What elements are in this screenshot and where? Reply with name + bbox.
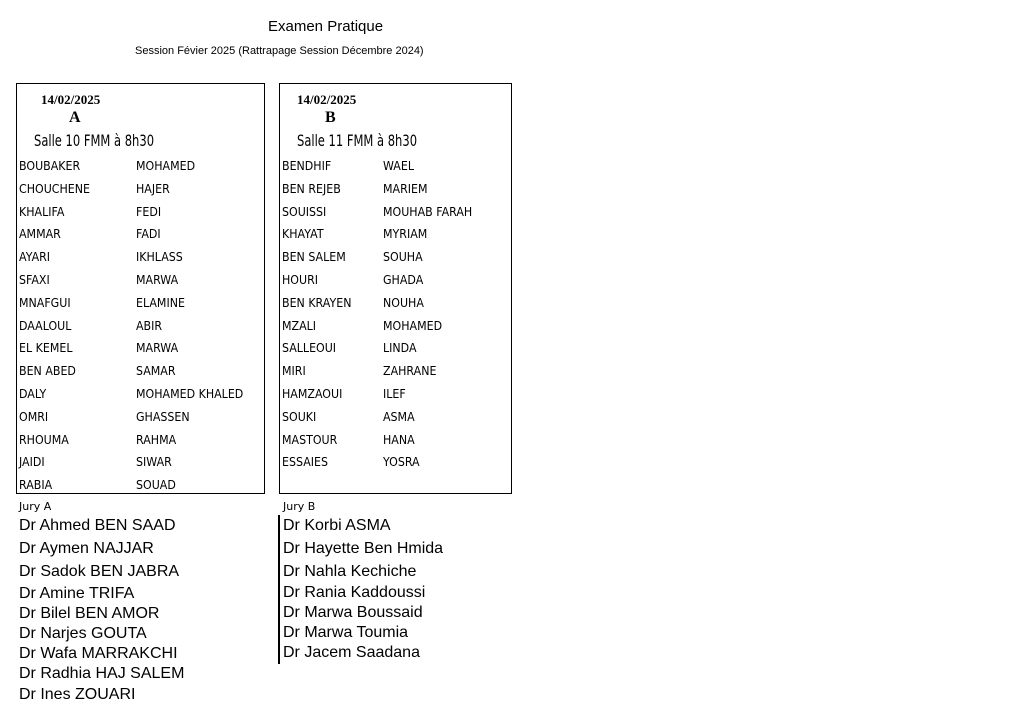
student-first-name: MARWA [136, 341, 179, 356]
student-last-name: KHALIFA [19, 204, 65, 219]
student-last-name: BENDHIF [282, 159, 332, 173]
student-first-name: MYRIAM [383, 227, 428, 242]
student-first-name: ASMA [383, 409, 415, 424]
jury-b-label: Jury B [283, 500, 316, 513]
jury-divider [278, 515, 280, 664]
student-first-name: YOSRA [383, 455, 420, 470]
jury-member: Dr Narjes GOUTA [19, 625, 147, 642]
jury-member: Dr Aymen NAJJAR [19, 540, 154, 557]
student-first-name: GHADA [383, 272, 424, 287]
student-last-name: DALY [19, 386, 47, 401]
student-last-name: BOUBAKER [19, 159, 81, 173]
student-last-name: AYARI [19, 250, 51, 265]
student-last-name: BEN ABED [19, 364, 76, 379]
student-last-name: AMMAR [19, 227, 61, 242]
student-last-name: BEN SALEM [282, 250, 346, 265]
jury-member: Dr Marwa Boussaid [283, 604, 423, 621]
student-first-name: FADI [136, 227, 161, 242]
student-first-name: WAEL [383, 159, 414, 173]
student-last-name: MNAFGUI [19, 295, 71, 310]
student-last-name: HAMZAOUI [282, 386, 343, 401]
student-first-name: FEDI [136, 204, 162, 219]
student-last-name: BEN KRAYEN [282, 295, 352, 310]
student-first-name: SOUAD [136, 478, 176, 493]
student-first-name: IKHLASS [136, 250, 183, 265]
student-first-name: MARWA [136, 272, 179, 287]
student-last-name: SFAXI [19, 272, 50, 287]
group-b-room: Salle 11 FMM à 8h30 [297, 131, 418, 150]
jury-member: Dr Korbi ASMA [283, 517, 391, 534]
student-last-name: HOURI [282, 272, 319, 287]
student-first-name: ZAHRANE [383, 364, 437, 379]
student-first-name: MOHAMED [136, 159, 196, 173]
student-last-name: SOUISSI [282, 204, 327, 219]
group-b-box [279, 83, 512, 494]
student-first-name: SAMAR [136, 364, 176, 379]
jury-member: Dr Marwa Toumia [283, 624, 409, 641]
student-last-name: EL KEMEL [19, 341, 73, 356]
student-last-name: SALLEOUI [282, 341, 337, 356]
group-b-date: 14/02/2025 [297, 92, 357, 107]
student-first-name: HAJER [136, 181, 170, 196]
group-a-room: Salle 10 FMM à 8h30 [34, 131, 155, 150]
jury-member: Dr Rania Kaddoussi [283, 584, 426, 601]
jury-member: Dr Nahla Kechiche [283, 563, 417, 580]
jury-member: Dr Sadok BEN JABRA [19, 563, 180, 580]
student-last-name: RHOUMA [19, 432, 69, 447]
student-last-name: DAALOUL [19, 318, 72, 333]
student-first-name: GHASSEN [136, 409, 190, 424]
student-first-name: ABIR [136, 318, 163, 333]
jury-member: Dr Ines ZOUARI [19, 686, 136, 703]
jury-a-label: Jury A [19, 500, 52, 513]
group-a-box [16, 83, 265, 494]
student-first-name: MOUHAB FARAH [383, 204, 473, 219]
student-last-name: MIRI [282, 364, 306, 379]
student-first-name: SIWAR [136, 455, 172, 470]
jury-member: Dr Hayette Ben Hmida [283, 540, 444, 557]
student-first-name: ELAMINE [136, 295, 185, 310]
group-b-letter: B [325, 109, 336, 126]
student-last-name: OMRI [19, 409, 49, 424]
student-last-name: ESSAIES [282, 455, 328, 470]
student-first-name: ILEF [383, 386, 406, 401]
student-first-name: MARIEM [383, 181, 428, 196]
student-first-name: MOHAMED [383, 318, 443, 333]
group-a-letter: A [69, 109, 81, 126]
jury-member: Dr Amine TRIFA [19, 585, 135, 602]
student-first-name: SOUHA [383, 250, 423, 265]
group-a-date: 14/02/2025 [41, 92, 101, 107]
student-last-name: SOUKI [282, 409, 317, 424]
student-last-name: MASTOUR [282, 432, 338, 447]
student-last-name: BEN REJEB [282, 181, 341, 196]
student-first-name: LINDA [383, 341, 417, 356]
student-first-name: RAHMA [136, 432, 177, 447]
jury-member: Dr Ahmed BEN SAAD [19, 517, 176, 534]
student-last-name: MZALI [282, 318, 317, 333]
jury-member: Dr Radhia HAJ SALEM [19, 665, 185, 682]
student-first-name: NOUHA [383, 295, 424, 310]
student-first-name: HANA [383, 432, 415, 447]
jury-member: Dr Bilel BEN AMOR [19, 605, 160, 622]
student-last-name: RABIA [19, 478, 53, 493]
student-last-name: CHOUCHENE [19, 181, 91, 196]
student-first-name: MOHAMED KHALED [136, 386, 244, 401]
jury-member: Dr Wafa MARRAKCHI [19, 645, 178, 662]
page-subtitle: Session Févier 2025 (Rattrapage Session Décembre 2024) [135, 45, 424, 57]
page-title: Examen Pratique [268, 18, 384, 35]
student-last-name: JAIDI [19, 455, 45, 470]
student-last-name: KHAYAT [282, 227, 324, 242]
jury-member: Dr Jacem Saadana [283, 644, 420, 661]
